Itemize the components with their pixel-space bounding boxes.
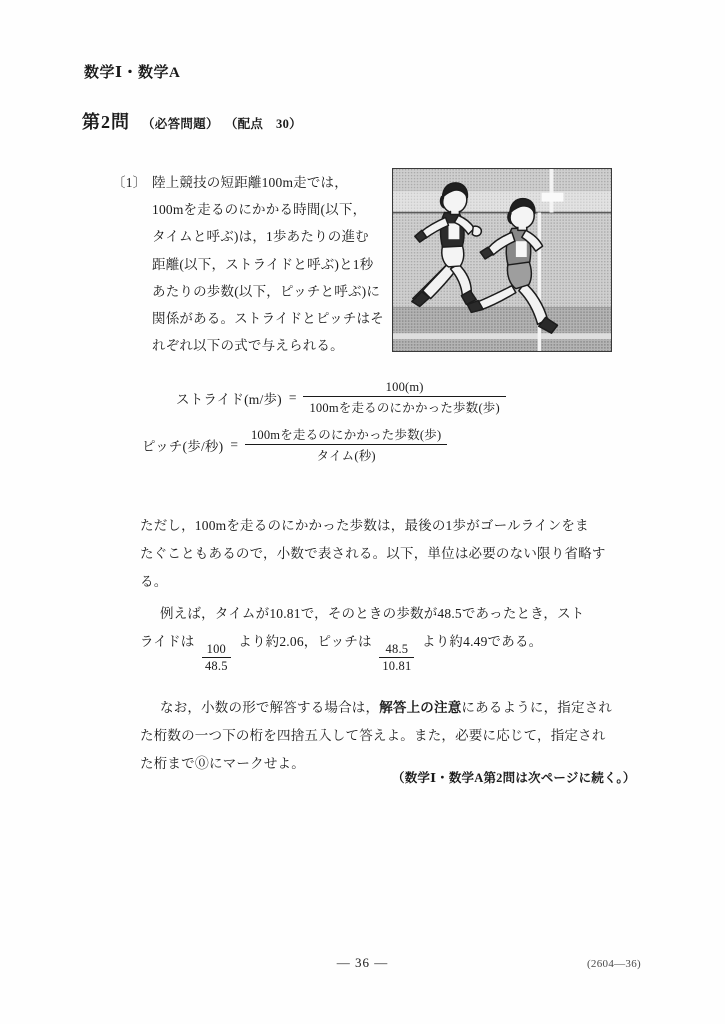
stride-inline-fraction xyxy=(202,642,231,674)
sprinters-illustration-svg xyxy=(393,169,611,351)
rounding-line-2: た桁数の一つ下の桁を四捨五入して答えよ。また，必要に応じて，指定され xyxy=(140,728,606,743)
note-line: ただし，100mを走るのにかかった歩数は，最後の1歩がゴールラインをま xyxy=(140,518,589,533)
pitch-formula-denominator: タイム(秒) xyxy=(316,449,376,463)
formula-block xyxy=(82,380,642,464)
rounding-paragraph xyxy=(140,694,616,779)
pitch-inline-fraction xyxy=(379,642,414,674)
section1-line: 関係がある。ストライドとピッチはそ xyxy=(152,311,384,327)
sprinters-illustration xyxy=(392,168,612,352)
rounding-text-a: なお，小数の形で解答する場合は， xyxy=(160,700,380,715)
note-paragraph xyxy=(140,512,616,596)
points-label: （配点 30） xyxy=(224,117,302,131)
section1-line: タイムと呼ぶ)は，1歩あたりの進む xyxy=(152,229,369,245)
rounding-line-1 xyxy=(140,694,616,722)
stride-formula-equals: = xyxy=(288,390,297,405)
pitch-formula-equals: = xyxy=(230,436,238,452)
example-line-1: 例えば，タイムが10.81で，そのときの歩数が48.5であったとき，スト xyxy=(160,606,585,621)
stride-inline-numerator: 100 xyxy=(202,642,231,658)
section1-text-column xyxy=(152,169,384,359)
example-line-2 xyxy=(140,628,616,674)
answer-notice-reference: 解答上の注意 xyxy=(379,700,462,715)
stride-formula-fraction xyxy=(303,380,505,416)
stride-formula-numerator: 100(m) xyxy=(303,380,505,397)
subject-title: 数学Ⅰ・数学A xyxy=(84,65,181,81)
required-label: （必答問題） xyxy=(142,117,219,131)
pitch-formula-lhs: ピッチ(歩/秒) xyxy=(142,438,224,454)
pitch-inline-denominator: 10.81 xyxy=(382,659,412,673)
example-text-a: ライドは xyxy=(140,634,195,649)
question-heading xyxy=(82,108,302,134)
section-bracket: 〔1〕 xyxy=(112,175,147,190)
page-number: — 36 — xyxy=(336,955,389,970)
section1-line: あたりの歩数(以下，ピッチと呼ぶ)に xyxy=(152,283,381,299)
pitch-formula xyxy=(82,425,642,464)
circled-zero-glyph: ⓪ xyxy=(194,757,210,772)
pitch-formula-fraction xyxy=(245,425,447,464)
stride-inline-denominator: 48.5 xyxy=(204,659,228,673)
example-paragraph xyxy=(140,600,616,674)
section1-line: 100mを走るのにかかる時間(以下， xyxy=(152,202,367,218)
stride-formula xyxy=(82,380,642,416)
question-number: 第2問 xyxy=(82,112,130,132)
note-line: たぐこともあるので，小数で表される。以下，単位は必要のない限り省略す xyxy=(140,546,606,561)
note-line: る。 xyxy=(140,574,168,589)
example-text-c: より約4.49である。 xyxy=(422,634,543,649)
pitch-inline-numerator: 48.5 xyxy=(379,642,414,658)
rounding-text-c: た桁まで xyxy=(140,756,195,771)
example-text-b: より約2.06，ピッチは xyxy=(238,634,372,649)
rounding-text-b: にあるように，指定され xyxy=(461,700,613,715)
stride-formula-denominator: 100mを走るのにかかった歩数(歩) xyxy=(309,401,500,415)
continue-note: （数学Ⅰ・数学A第2問は次ページに続く。） xyxy=(392,771,636,785)
pitch-formula-numerator: 100mを走るのにかかった歩数(歩) xyxy=(245,425,447,445)
rounding-text-d: にマークせよ。 xyxy=(209,756,305,771)
section1-line: 距離(以下，ストライドと呼ぶ)と1秒 xyxy=(152,256,374,272)
document-code: (2604—36) xyxy=(586,958,641,970)
section1-line: れぞれ以下の式で与えられる。 xyxy=(152,338,344,354)
stride-formula-lhs: ストライド(m/歩) xyxy=(176,392,282,407)
section1-line: 陸上競技の短距離100m走では， xyxy=(152,175,348,190)
